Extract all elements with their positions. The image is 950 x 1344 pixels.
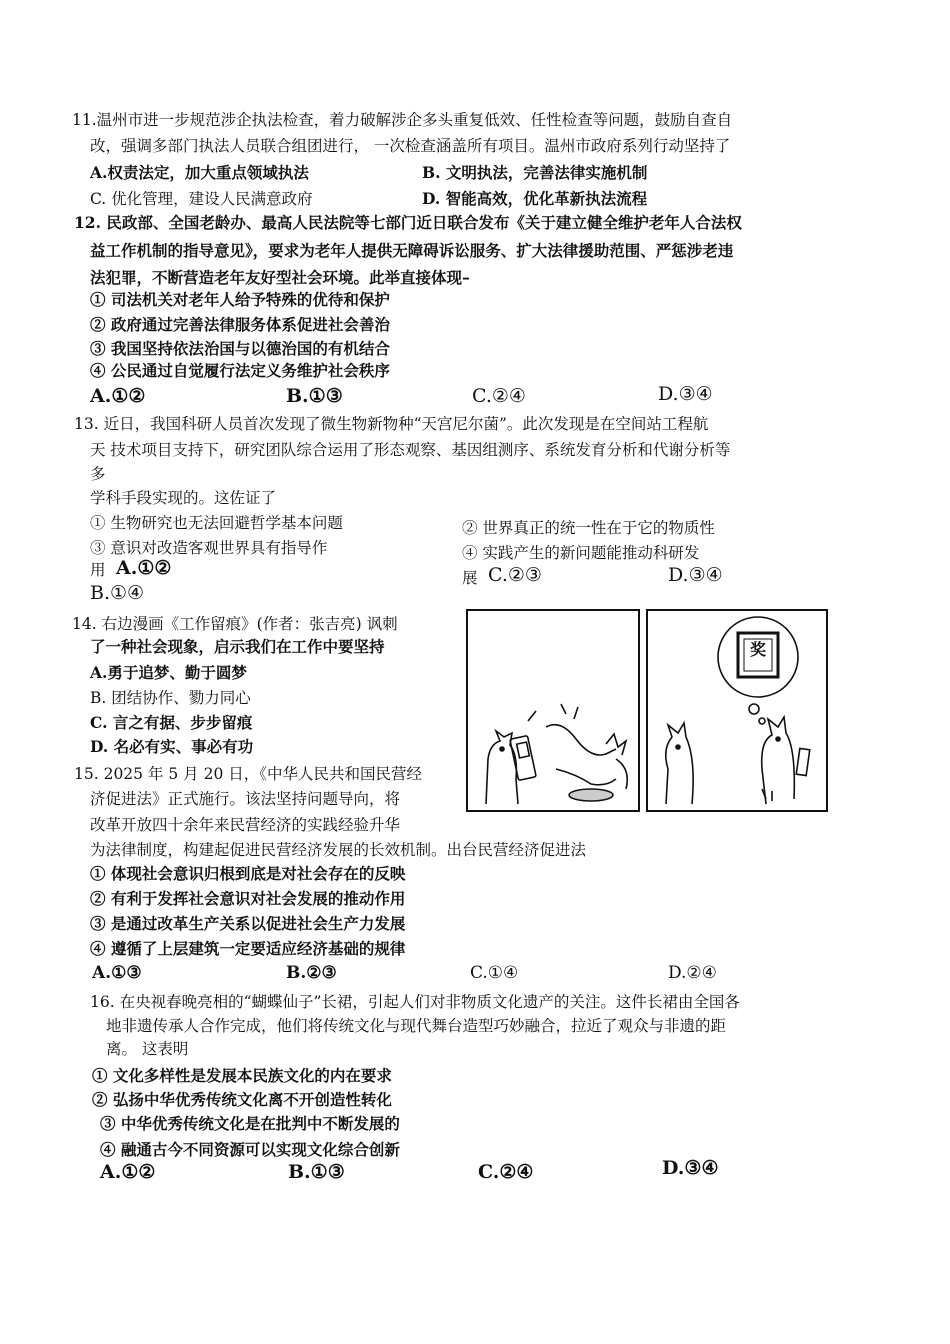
q14-option-a: A.勇于追梦、勤于圆梦 [90,663,247,682]
q12-statement-4: ④ 公民通过自觉履行法定义务维护社会秩序 [90,361,390,380]
q13-statement-4-end: 展 [462,569,478,587]
q13-answer-b: B.①④ [90,582,145,604]
q15-answer-d: D.②④ [668,963,717,983]
q13-answer-d: D.③④ [668,564,723,586]
q16-answer-c: C.②④ [478,1161,534,1183]
q12-statement-2: ② 政府通过完善法律服务体系促进社会善治 [90,315,390,334]
q16-statement-1: ① 文化多样性是发展本民族文化的内在要求 [92,1066,392,1085]
q11-option-c: C. 优化管理，建设人民满意政府 [90,190,313,208]
q16-statement-2: ② 弘扬中华优秀传统文化离不开创造性转化 [92,1090,392,1109]
q15-stem-line3: 改革开放四十余年来民营经济的实践经验升华 [90,816,401,834]
q15-answer-b: B.②③ [286,963,337,983]
q13-stem-line2: 天 技术项目支持下，研究团队综合运用了形态观察、基因组测序、系统发育分析和代谢分析等 [90,441,731,459]
q11-stem-line1: 11.温州市进一步规范涉企执法检查，着力破解涉企多头重复低效、任性检查等问题，鼓励自查自 [72,111,733,129]
q15-stem-line2: 济促进法》正式施行。该法坚持问题导向，将 [90,790,401,808]
q13-statement-3-end: 用 [90,561,106,579]
q15-stem-line4: 为法律制度，构建起促进民营经济发展的长效机制。出台民营经济促进法 [90,841,587,859]
q16-statement-3: ③ 中华优秀传统文化是在批判中不断发展的 [100,1114,400,1133]
q13-statement-4: ④ 实践产生的新问题能推动科研发 [462,544,700,562]
q16-answer-a: A.①② [100,1161,156,1183]
q15-stem-line1: 15. 2025 年 5 月 20 日，《中华人民共和国民营经 [74,765,422,783]
q15-answer-c: C.①④ [470,963,519,983]
q13-statement-2: ② 世界真正的统一性在于它的物质性 [462,519,715,537]
q12-answer-a: A.①② [90,385,146,407]
q13-answer-c: C.②③ [488,564,542,586]
q14-stem-line2: 了一种社会现象，启示我们在工作中要坚持 [90,637,385,656]
q11-option-d: D. 智能高效，优化革新执法流程 [422,189,648,208]
q15-statement-2: ② 有利于发挥社会意识对社会发展的推动作用 [90,889,406,908]
q11-stem-line2: 改，强调多部门执法人员联合组团进行， 一次检查涵盖所有项目。温州市政府系列行动坚持了 [90,137,731,155]
q14-option-c: C. 言之有据、步步留痕 [90,713,253,732]
q13-answer-a: A.①② [116,557,172,579]
q13-stem-line4: 学科手段实现的。这佐证了 [90,489,277,507]
q12-stem-line3: 法犯罪，不断营造老年友好型社会环境。此举直接体现– [90,268,470,287]
q12-answer-c: C.②④ [472,385,526,407]
q13-statement-3: ③ 意识对改造客观世界具有指导作 [90,539,328,557]
q14-option-d: D. 名必有实、事必有功 [90,737,254,756]
comic-work-traces [466,609,828,812]
q11-option-b: B. 文明执法，完善法律实施机制 [422,163,648,182]
q11-option-a: A.权责法定，加大重点领域执法 [90,163,309,182]
q15-statement-1: ① 体现社会意识归根到底是对社会存在的反映 [90,864,406,883]
q15-statement-4: ④ 遵循了上层建筑一定要适应经济基础的规律 [90,939,406,958]
q12-statement-1: ① 司法机关对老年人给予特殊的优待和保护 [90,290,390,309]
q16-answer-b: B.①③ [288,1161,345,1183]
q12-stem-line1: 12. 民政部、全国老龄办、最高人民法院等七部门近日联合发布《关于建立健全维护老年人合法权 [74,213,742,232]
q16-stem-line1: 16. 在央视春晚亮相的“蝴蝶仙子”长裙，引起人们对非物质文化遗产的关注。这件长裙由全国各 [90,993,740,1011]
q16-stem-line3: 离。 这表明 [106,1040,189,1058]
q13-stem-line3: 多 [90,465,106,483]
q12-answer-d: D.③④ [658,383,713,405]
q13-stem-line1: 13. 近日，我国科研人员首次发现了微生物新物种“天宫尼尔菌”。此次发现是在空间站工程航 [74,415,709,433]
q12-stem-line2: 益工作机制的指导意见》，要求为老年人提供无障碍诉讼服务、扩大法律援助范围、严惩涉老违 [90,241,734,260]
q16-answer-d: D.③④ [662,1157,719,1179]
q16-stem-line2: 地非遗传承人合作完成，他们将传统文化与现代舞台造型巧妙融合，拉近了观众与非遗的距 [106,1017,727,1035]
q14-option-b: B. 团结协作、勠力同心 [90,689,251,707]
q16-statement-4: ④ 融通古今不同资源可以实现文化综合创新 [100,1140,400,1159]
q15-statement-3: ③ 是通过改革生产关系以促进社会生产力发展 [90,914,406,933]
q12-statement-3: ③ 我国坚持依法治国与以德治国的有机结合 [90,339,390,358]
q12-answer-b: B.①③ [286,385,343,407]
comic-award-sign: 奖 [749,640,767,659]
q15-answer-a: A.①③ [92,963,142,983]
q13-statement-1: ① 生物研究也无法回避哲学基本问题 [90,514,343,532]
q14-stem-line1: 14. 右边漫画《工作留痕》(作者：张吉亮) 讽刺 [72,615,398,633]
